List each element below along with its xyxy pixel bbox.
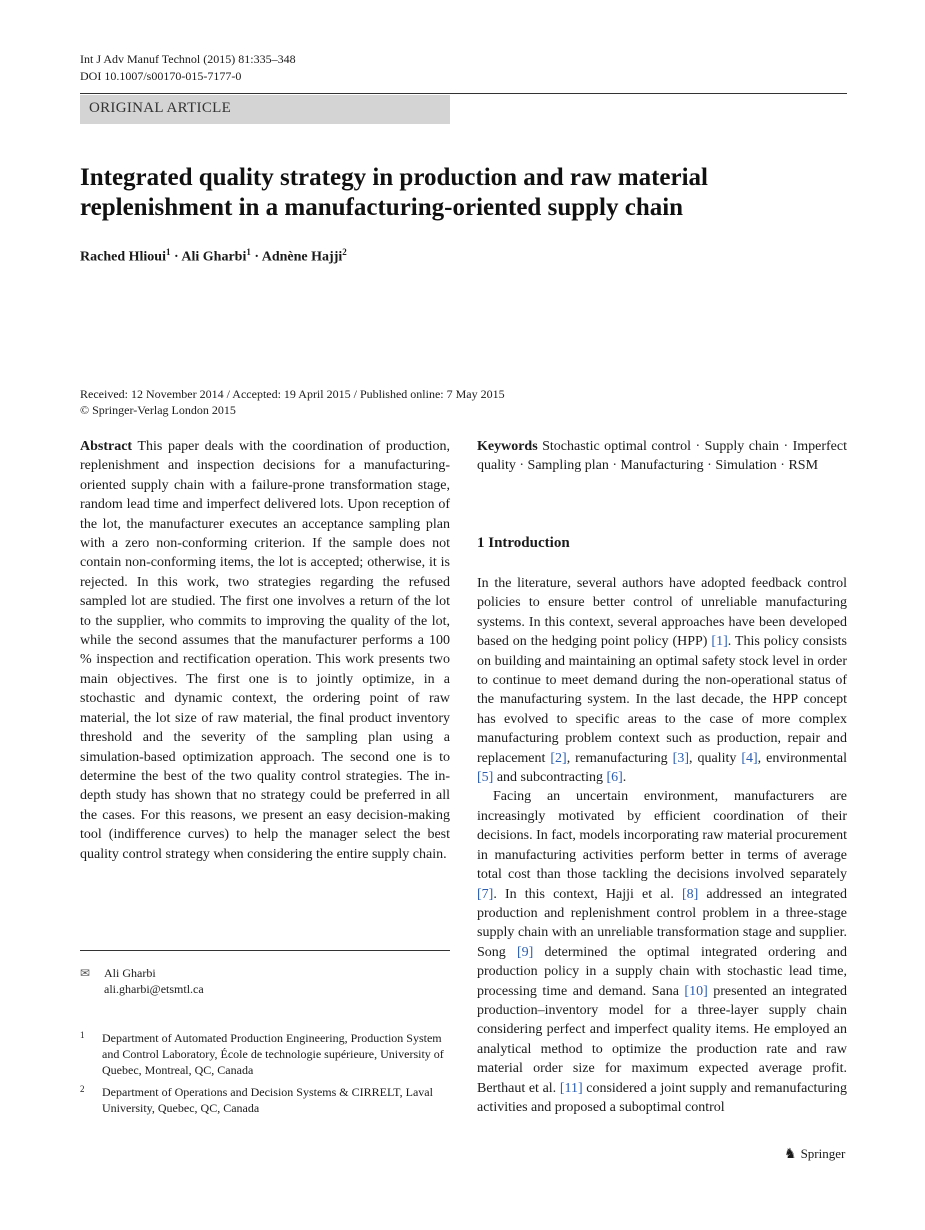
publication-dates (80, 386, 505, 418)
affiliation-number: 2 (80, 1084, 85, 1094)
affiliation-text: Department of Automated Production Engineering, Production System and Control Laboratory, École de technologie supérieure, University of Quebec, Montreal, QC, Canada (102, 1031, 444, 1077)
citation-link[interactable]: [5] (477, 770, 494, 786)
author-affiliation-mark: 1 (246, 247, 251, 257)
affiliation-1 (80, 1030, 450, 1078)
copyright: © Springer-Verlag London 2015 (80, 403, 236, 417)
abstract (80, 437, 450, 864)
keywords (477, 437, 847, 476)
history-dates: Received: 12 November 2014 / Accepted: 19 April 2015 / Published online: 7 May 2015 (80, 387, 505, 401)
keywords-text: Stochastic optimal control · Supply chain · Imperfect quality · Sampling plan · Manufacturing · Simulation · RSM (477, 439, 847, 474)
affiliation-text: Department of Operations and Decision Systems & CIRRELT, Laval University, Quebec, QC, Canada (102, 1085, 433, 1115)
section-label-bar (80, 95, 450, 124)
affiliation-2 (80, 1084, 450, 1116)
citation-link[interactable]: [10] (684, 983, 708, 999)
author-affiliation-mark: 1 (165, 247, 171, 257)
envelope-icon: ✉ (80, 966, 91, 980)
author-separator: · (254, 249, 260, 265)
author-name[interactable]: Rached Hlioui (80, 249, 166, 265)
author-name[interactable]: Adnène Hajji (261, 249, 343, 265)
introduction-body (477, 574, 847, 1117)
corresponding-name: Ali Gharbi (104, 966, 156, 980)
section-heading: 1 Introduction (477, 535, 570, 551)
citation-link[interactable]: [2] (550, 750, 567, 766)
author-affiliation-mark: 2 (342, 247, 347, 257)
publisher-logo (784, 1146, 845, 1163)
citation-link[interactable]: [1] (711, 634, 728, 650)
author-name[interactable]: Ali Gharbi (181, 249, 247, 265)
title-line-2: replenishment in a manufacturing-oriented supply chain (80, 194, 684, 221)
doi-line: DOI 10.1007/s00170-015-7177-0 (80, 69, 242, 83)
intro-paragraph-2: Facing an uncertain environment, manufacturers are increasingly motivated by efficient coordination of their decisions. In fact, models incorporating raw material procurement in manufacturing activities perform better in terms of average total cost than those tackling the decisions involved separately [7]. In this context, Hajji et al. [8] addressed an integrated production and replenishment control problem in a three-stage supply chain with an unreliable transformation stage and supplier. Song [9] determined the optimal integrated ordering and production policy in a supply chain with stochastic lead time, processing time and demand. Sana [10] presented an integrated production–inventory model for a three-layer supply chain considering perfect and imperfect quality items. He employed an analytical method to optimize the production rate and raw material order size for maximum expected average profit. Berthaut et al. [11] considered a joint supply and remanufacturing activities and proposed a suboptimal control (477, 789, 847, 1115)
article-title (80, 163, 840, 223)
header-rule (80, 93, 847, 94)
journal-citation (80, 51, 296, 85)
journal-line: Int J Adv Manuf Technol (2015) 81:335–348 (80, 52, 296, 66)
section-label: ORIGINAL ARTICLE (89, 100, 232, 116)
abstract-label: Abstract (80, 439, 133, 454)
publisher-name: Springer (800, 1146, 846, 1161)
abstract-text: This paper deals with the coordination of production, replenishment and inspection decisions for a manufacturing-oriented supply chain with a failure-prone transformation stage, random lead time and imperfect delivered lots. Upon reception of the lot, the manufacturer executes an acceptance sampling plan with a zero non-conforming criterion. If the sample does not contain non-conforming items, the lot is accepted; otherwise, it is rejected. In this work, two strategies regarding the refused sampled lot are studied. The first one involves a return of the lot to the supplier, who commits to improving the quality of the lot, while the second assumes that the manufacturer performs a 100 % inspection and rectification operation. This work presents two main objectives. The first one is to jointly optimize, in a stochastic and dynamic context, the ordering point of raw material, the lot size of raw material, the final product inventory threshold and the severity of the sampling plan using a simulation-based optimization approach. The second one is to determine the best of the two quality control strategies. The in-depth study has shown that no strategy could be preferred in all the cases. For this reasons, we present an easy decision-making tool (indifference curves) to help the manager select the best quality control strategy when considering the entire supply chain. (80, 439, 450, 862)
citation-link[interactable]: [3] (672, 750, 689, 766)
keywords-label: Keywords (477, 439, 538, 454)
corresponding-email[interactable]: ali.gharbi@etsmtl.ca (104, 982, 204, 996)
title-line-1: Integrated quality strategy in production and raw material (80, 164, 708, 191)
citation-link[interactable]: [9] (517, 944, 534, 960)
springer-horse-icon: ♞ (784, 1147, 797, 1162)
citation-link[interactable]: [7] (477, 886, 494, 902)
affiliation-number: 1 (80, 1030, 85, 1040)
citation-link[interactable]: [4] (741, 750, 758, 766)
citation-link[interactable]: [6] (606, 770, 623, 786)
citation-link[interactable]: [11] (559, 1080, 583, 1096)
corresponding-author (80, 965, 204, 997)
author-separator: · (173, 249, 179, 265)
footnote-rule (80, 950, 450, 951)
intro-paragraph-1: In the literature, several authors have adopted feedback control policies to ensure better control of unreliable manufacturing systems. In this context, several approaches have been developed based on the hedging point policy (HPP) [1]. This policy consists on building and maintaining an optimal safety stock level in order to continue to meet demand during the non-operational status of the manufacturing system. In the last decade, the HPP concept has evolved to specific areas to the case of more complex manufacturing problem context such as production, repair and replacement [2], remanufacturing [3], quality [4], environmental [5] and subcontracting [6]. (477, 576, 848, 786)
author-list (80, 247, 347, 266)
citation-link[interactable]: [8] (681, 886, 699, 902)
